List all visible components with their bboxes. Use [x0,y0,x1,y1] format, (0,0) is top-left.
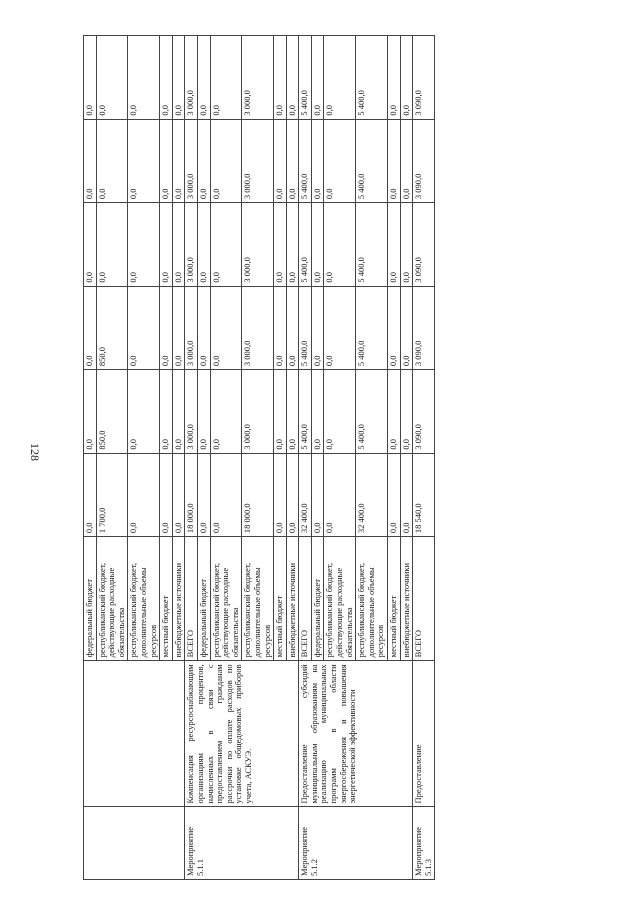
amount-cell: 0,0 [84,370,97,454]
funding-source-cell: федеральный бюджет [311,537,324,661]
amount-cell: 0,0 [84,453,97,537]
funding-source-cell: местный бюджет [274,537,287,661]
amount-cell: 0,0 [388,36,401,120]
amount-cell: 0,0 [172,370,185,454]
amount-cell: 3 090,0 [413,370,435,454]
amount-cell: 3 000,0 [242,36,274,120]
amount-cell: 0,0 [197,286,210,370]
table-row [84,36,97,880]
amount-cell: 0,0 [84,203,97,287]
amount-cell: 850,0 [96,286,128,370]
amount-cell: 0,0 [286,36,299,120]
amount-cell: 0,0 [197,36,210,120]
measure-id-cell [84,807,185,880]
measure-id-cell: Мероприятие 5.1.2 [299,807,413,880]
funding-source-cell: федеральный бюджет [197,537,210,661]
amount-cell: 3 090,0 [413,119,435,203]
amount-cell: 3 000,0 [242,203,274,287]
amount-cell: 5 400,0 [299,119,312,203]
funding-source-cell: республиканский бюджет, действующие расходные обязательства [210,537,242,661]
amount-cell: 850,0 [96,370,128,454]
amount-cell: 0,0 [400,203,413,287]
amount-cell: 0,0 [324,203,356,287]
funding-source-cell: республиканский бюджет, дополнительные объемы ресурсов [242,537,274,661]
amount-cell: 0,0 [160,370,173,454]
budget-table [83,35,435,880]
amount-cell: 0,0 [160,119,173,203]
funding-source-cell: республиканский бюджет, действующие расходные обязательства [324,537,356,661]
amount-cell: 0,0 [400,36,413,120]
amount-cell: 0,0 [160,286,173,370]
table-row [185,36,198,880]
amount-cell: 5 400,0 [356,119,388,203]
funding-source-cell: местный бюджет [160,537,173,661]
amount-cell: 0,0 [210,370,242,454]
measure-description-cell [84,661,185,807]
amount-cell: 3 000,0 [185,36,198,120]
amount-cell: 3 090,0 [413,203,435,287]
amount-cell: 0,0 [160,203,173,287]
table-row [299,36,312,880]
funding-source-cell: республиканский бюджет, дополнительные объемы ресурсов [128,537,160,661]
amount-cell: 0,0 [286,453,299,537]
measure-id-cell: Мероприятие 5.1.3 [413,807,435,880]
measure-id-cell: Мероприятие 5.1.1 [185,807,299,880]
amount-cell: 0,0 [286,370,299,454]
amount-cell: 3 090,0 [413,286,435,370]
amount-cell: 0,0 [84,36,97,120]
amount-cell: 0,0 [128,453,160,537]
amount-cell: 0,0 [274,119,287,203]
amount-cell: 0,0 [128,36,160,120]
amount-cell: 3 000,0 [185,203,198,287]
amount-cell: 0,0 [286,286,299,370]
funding-source-cell: республиканский бюджет, дополнительные объемы ресурсов [356,537,388,661]
amount-cell: 0,0 [324,453,356,537]
amount-cell: 0,0 [197,453,210,537]
amount-cell: 0,0 [160,453,173,537]
amount-cell: 0,0 [400,286,413,370]
amount-cell: 3 000,0 [185,370,198,454]
amount-cell: 18 540,0 [413,453,435,537]
amount-cell: 5 400,0 [356,36,388,120]
amount-cell: 0,0 [210,36,242,120]
amount-cell: 0,0 [197,203,210,287]
budget-table-body [84,36,435,880]
amount-cell: 0,0 [388,203,401,287]
amount-cell: 0,0 [96,203,128,287]
amount-cell: 0,0 [128,203,160,287]
amount-cell: 0,0 [160,36,173,120]
amount-cell: 18 000,0 [185,453,198,537]
amount-cell: 0,0 [274,203,287,287]
amount-cell: 0,0 [400,453,413,537]
amount-cell: 3 000,0 [185,119,198,203]
amount-cell: 0,0 [324,119,356,203]
amount-cell: 0,0 [274,36,287,120]
amount-cell: 3 090,0 [413,36,435,120]
amount-cell: 0,0 [388,370,401,454]
rotated-table-container [83,35,613,880]
amount-cell: 32 400,0 [356,453,388,537]
amount-cell: 0,0 [128,119,160,203]
funding-source-cell: федеральный бюджет [84,537,97,661]
amount-cell: 0,0 [172,36,185,120]
amount-cell: 5 400,0 [299,286,312,370]
amount-cell: 5 400,0 [299,36,312,120]
amount-cell: 0,0 [274,453,287,537]
amount-cell: 0,0 [311,36,324,120]
amount-cell: 5 400,0 [356,203,388,287]
amount-cell: 0,0 [96,36,128,120]
amount-cell: 0,0 [324,286,356,370]
amount-cell: 0,0 [274,370,287,454]
amount-cell: 0,0 [311,370,324,454]
amount-cell: 0,0 [388,119,401,203]
amount-cell: 5 400,0 [356,370,388,454]
amount-cell: 3 000,0 [242,119,274,203]
funding-source-cell: ВСЕГО [299,537,312,661]
funding-source-cell: внебюджетные источники [172,537,185,661]
amount-cell: 0,0 [210,119,242,203]
amount-cell: 0,0 [197,119,210,203]
amount-cell: 0,0 [311,286,324,370]
amount-cell: 3 000,0 [242,286,274,370]
amount-cell: 5 400,0 [299,370,312,454]
amount-cell: 0,0 [286,203,299,287]
amount-cell: 0,0 [311,203,324,287]
amount-cell: 0,0 [128,370,160,454]
amount-cell: 0,0 [400,370,413,454]
funding-source-cell: ВСЕГО [185,537,198,661]
amount-cell: 0,0 [172,203,185,287]
amount-cell: 0,0 [172,286,185,370]
amount-cell: 3 000,0 [242,370,274,454]
amount-cell: 1 700,0 [96,453,128,537]
amount-cell: 0,0 [324,36,356,120]
funding-source-cell: местный бюджет [388,537,401,661]
amount-cell: 0,0 [388,286,401,370]
amount-cell: 0,0 [172,453,185,537]
amount-cell: 5 400,0 [299,203,312,287]
measure-description-cell: Предоставление субсидий муниципальным образованиям на реализацию муниципальных программ в области энергосбережения и повышения энергетической эффективности [299,661,413,807]
funding-source-cell: внебюджетные источники [286,537,299,661]
measure-description-cell: Компенсация ресурсоснабжающим организациям процентов, начисленных в связи с предоставлением гражданам рассрочки по оплате расходов по установке общедомовых приборов учета, АСКУЭ. [185,661,299,807]
amount-cell: 0,0 [388,453,401,537]
amount-cell: 0,0 [311,453,324,537]
amount-cell: 32 400,0 [299,453,312,537]
amount-cell: 0,0 [286,119,299,203]
funding-source-cell: ВСЕГО [413,537,435,661]
amount-cell: 0,0 [210,453,242,537]
amount-cell: 0,0 [128,286,160,370]
amount-cell: 0,0 [96,119,128,203]
amount-cell: 0,0 [210,286,242,370]
amount-cell: 18 000,0 [242,453,274,537]
table-row [413,36,435,880]
amount-cell: 0,0 [400,119,413,203]
amount-cell: 0,0 [324,370,356,454]
funding-source-cell: внебюджетные источники [400,537,413,661]
amount-cell: 0,0 [274,286,287,370]
measure-description-cell: Предоставление [413,661,435,807]
amount-cell: 0,0 [172,119,185,203]
page-number: 128 [28,443,42,461]
amount-cell: 0,0 [210,203,242,287]
amount-cell: 0,0 [197,370,210,454]
amount-cell: 3 000,0 [185,286,198,370]
amount-cell: 0,0 [84,286,97,370]
amount-cell: 0,0 [311,119,324,203]
amount-cell: 5 400,0 [356,286,388,370]
funding-source-cell: республиканский бюджет, действующие расходные обязательства [96,537,128,661]
amount-cell: 0,0 [84,119,97,203]
